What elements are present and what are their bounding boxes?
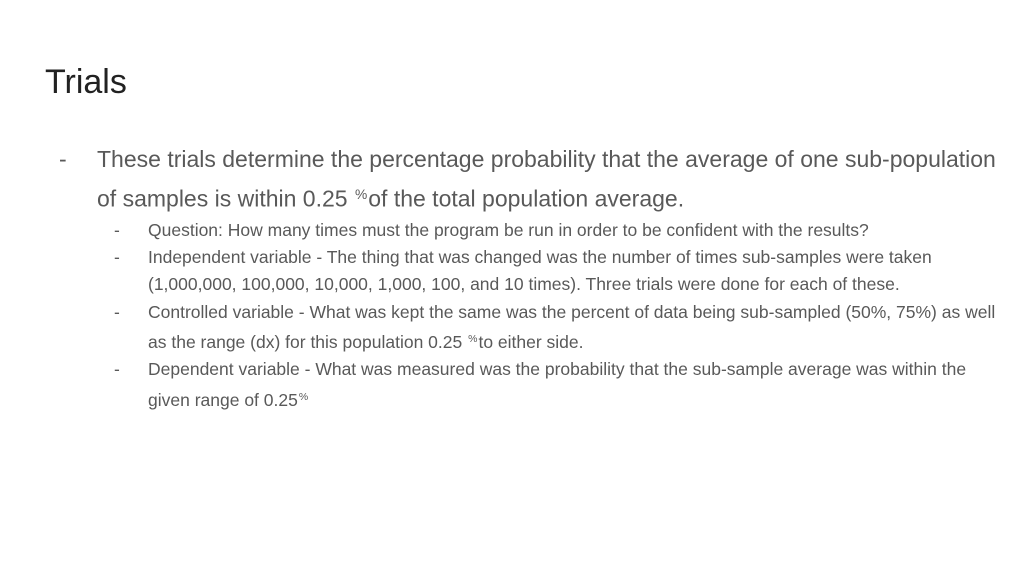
sub-bullet-text-a: Controlled variable - What was kept the same was the percent of data being sub-sampled (50%, 75%) as well as the range (dx) for this population 0.25: [148, 301, 996, 352]
bullet-marker: -: [114, 246, 120, 267]
bullet-marker: -: [114, 301, 120, 322]
percent-symbol: %: [468, 333, 478, 346]
bullet-marker: -: [59, 146, 67, 172]
sub-bullet-text-b: to either side.: [478, 331, 584, 352]
bullet-marker: -: [114, 219, 120, 240]
percent-symbol: %: [298, 390, 309, 403]
sub-bullet-controlled: [56, 299, 996, 357]
sub-bullet-text: Dependent variable - What was measured was the probability that the sub-sample average was within the given range of 0.25: [148, 359, 967, 410]
sub-bullet-independent: [56, 244, 996, 299]
main-bullet-text-b: of the total population average.: [368, 185, 685, 212]
main-bullet-text-a: These trials determine the percentage probability that the average of one sub-population of samples is within 0.25: [97, 146, 996, 212]
sub-bullet-question: [56, 217, 996, 244]
main-bullet: [56, 142, 996, 217]
sub-bullet-text: Question: How many times must the program be run in order to be confident with the results?: [148, 219, 869, 240]
slide-title: Trials: [45, 63, 127, 101]
percent-symbol: %: [354, 187, 368, 202]
sub-bullet-dependent: [56, 356, 996, 414]
bullet-marker: -: [114, 359, 120, 380]
sub-bullet-text: Independent variable - The thing that was changed was the number of times sub-samples were taken (1,000,000, 100,000, 10,000, 1,000, 100, and 10 times). Three trials were done for each of these.: [148, 246, 932, 295]
bullet-list: [56, 142, 996, 414]
